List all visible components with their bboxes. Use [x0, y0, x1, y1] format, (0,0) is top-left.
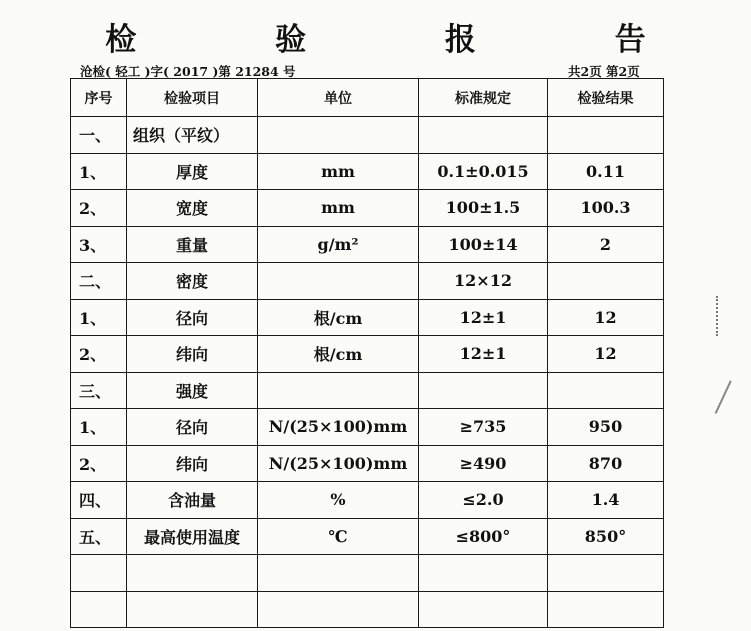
cell-unit	[258, 591, 419, 628]
cell-result	[548, 117, 664, 154]
cell-item: 径向	[127, 409, 258, 446]
cell-seq: 3、	[71, 226, 127, 263]
cell-item: 宽度	[127, 190, 258, 227]
cell-unit: %	[258, 482, 419, 519]
report-title: 检 验 报 告	[105, 22, 710, 58]
cell-seq: 四、	[71, 482, 127, 519]
cell-item: 纬向	[127, 336, 258, 373]
cell-item: 密度	[127, 263, 258, 300]
cell-seq: 一、	[71, 117, 127, 154]
cell-unit	[258, 555, 419, 592]
cell-standard: 0.1±0.015	[419, 153, 548, 190]
scan-artifact-mark	[715, 380, 736, 415]
header-seq: 序号	[71, 79, 127, 117]
cell-unit: g/m²	[258, 226, 419, 263]
cell-item: 组织（平纹）	[127, 117, 258, 154]
cell-result	[548, 591, 664, 628]
cell-unit: mm	[258, 153, 419, 190]
cell-unit: mm	[258, 190, 419, 227]
cell-seq: 1、	[71, 409, 127, 446]
header-result: 检验结果	[548, 79, 664, 117]
cell-standard: 12±1	[419, 299, 548, 336]
table-row	[71, 263, 664, 300]
inspection-table	[70, 78, 664, 628]
table-row	[71, 409, 664, 446]
table-row	[71, 117, 664, 154]
cell-result: 1.4	[548, 482, 664, 519]
cell-result: 0.11	[548, 153, 664, 190]
cell-seq: 三、	[71, 372, 127, 409]
cell-result: 850°	[548, 518, 664, 555]
cell-result: 12	[548, 299, 664, 336]
cell-seq: 二、	[71, 263, 127, 300]
cell-standard: ≥490	[419, 445, 548, 482]
table-row	[71, 226, 664, 263]
cell-seq: 2、	[71, 190, 127, 227]
cell-unit: N/(25×100)mm	[258, 409, 419, 446]
cell-seq	[71, 555, 127, 592]
cell-standard: 100±14	[419, 226, 548, 263]
report-reference-number: 沧检( 轻工 )字( 2017 )第 21284 号	[80, 64, 296, 79]
cell-item: 厚度	[127, 153, 258, 190]
cell-standard	[419, 555, 548, 592]
cell-unit: ℃	[258, 518, 419, 555]
table-row	[71, 153, 664, 190]
cell-standard: 12±1	[419, 336, 548, 373]
cell-seq: 1、	[71, 153, 127, 190]
cell-seq: 五、	[71, 518, 127, 555]
cell-standard	[419, 591, 548, 628]
cell-standard	[419, 372, 548, 409]
cell-seq: 2、	[71, 336, 127, 373]
cell-item	[127, 555, 258, 592]
cell-standard: ≥735	[419, 409, 548, 446]
table-row	[71, 445, 664, 482]
cell-standard: ≤2.0	[419, 482, 548, 519]
table-row	[71, 591, 664, 628]
table-row	[71, 482, 664, 519]
table-header-row	[71, 79, 664, 117]
cell-seq	[71, 591, 127, 628]
table-row	[71, 336, 664, 373]
cell-item: 最高使用温度	[127, 518, 258, 555]
cell-result: 870	[548, 445, 664, 482]
cell-standard: ≤800°	[419, 518, 548, 555]
cell-item: 纬向	[127, 445, 258, 482]
cell-item: 径向	[127, 299, 258, 336]
table-body	[71, 117, 664, 628]
cell-result: 950	[548, 409, 664, 446]
cell-result: 2	[548, 226, 664, 263]
cell-item: 含油量	[127, 482, 258, 519]
cell-standard: 100±1.5	[419, 190, 548, 227]
table-row	[71, 190, 664, 227]
table-row	[71, 372, 664, 409]
cell-seq: 2、	[71, 445, 127, 482]
cell-result: 12	[548, 336, 664, 373]
page-count: 共2页 第2页	[568, 64, 640, 79]
cell-result	[548, 263, 664, 300]
cell-result: 100.3	[548, 190, 664, 227]
cell-item: 重量	[127, 226, 258, 263]
cell-unit	[258, 263, 419, 300]
cell-result	[548, 372, 664, 409]
header-unit: 单位	[258, 79, 419, 117]
header-standard: 标准规定	[419, 79, 548, 117]
cell-unit: 根/cm	[258, 299, 419, 336]
table-row	[71, 299, 664, 336]
cell-standard: 12×12	[419, 263, 548, 300]
cell-unit	[258, 372, 419, 409]
cell-result	[548, 555, 664, 592]
scan-artifact-mark	[716, 296, 724, 336]
cell-unit: N/(25×100)mm	[258, 445, 419, 482]
header-item: 检验项目	[127, 79, 258, 117]
table-row	[71, 518, 664, 555]
cell-unit	[258, 117, 419, 154]
cell-item: 强度	[127, 372, 258, 409]
table-row	[71, 555, 664, 592]
cell-seq: 1、	[71, 299, 127, 336]
cell-standard	[419, 117, 548, 154]
cell-item	[127, 591, 258, 628]
cell-unit: 根/cm	[258, 336, 419, 373]
